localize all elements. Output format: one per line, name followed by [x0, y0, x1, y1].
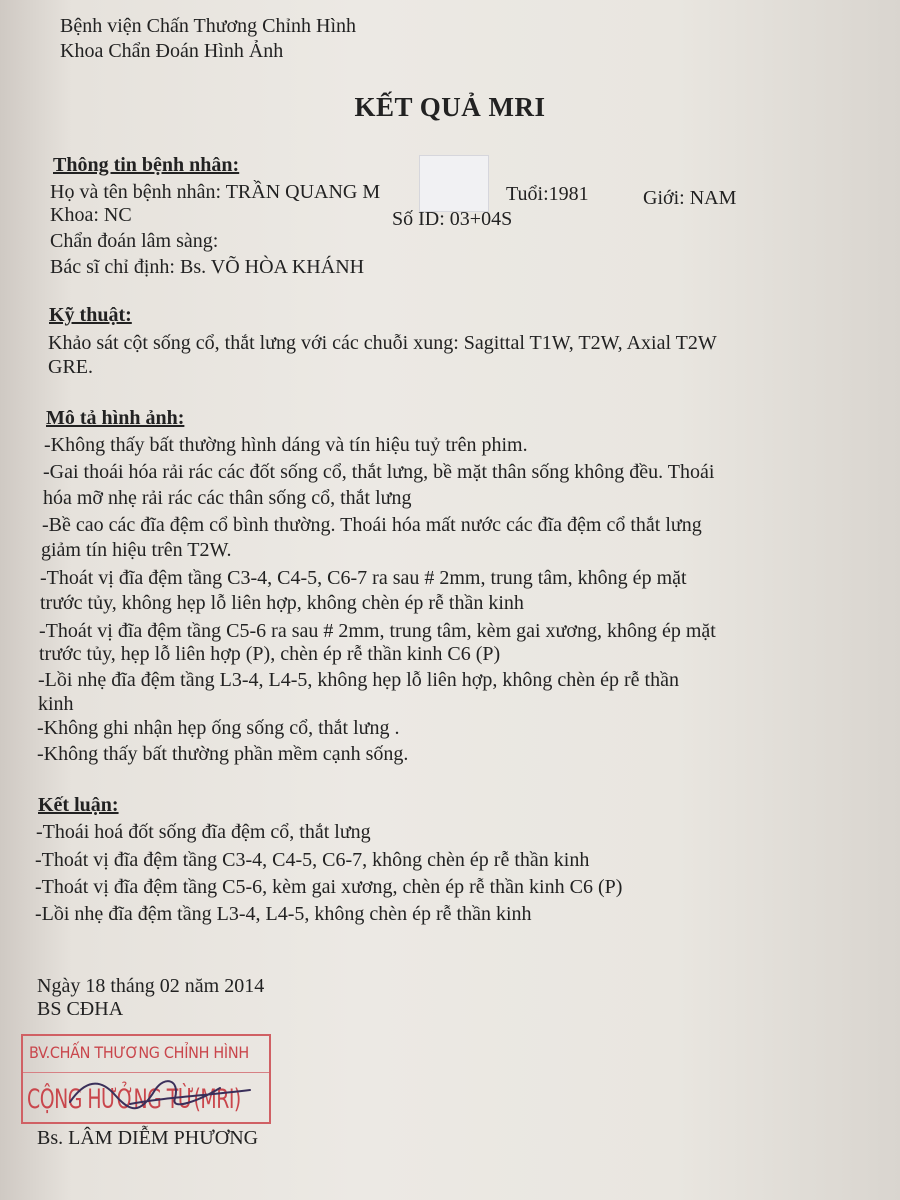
- physician-role: BS CĐHA: [37, 998, 124, 1020]
- description-heading: Mô tả hình ảnh:: [46, 407, 185, 429]
- conclusion-line: -Thoát vị đĩa đệm tầng C5-6, kèm gai xương, chèn ép rễ thần kinh C6 (P): [35, 876, 623, 898]
- description-line: -Bề cao các đĩa đệm cổ bình thường. Thoái hóa mất nước các đĩa đệm cổ thắt lưng: [42, 514, 702, 536]
- patient-dept: [50, 203, 132, 227]
- conclusion-line: -Lồi nhẹ đĩa đệm tầng L3-4, L4-5, không chèn ép rễ thần kinh: [35, 903, 532, 925]
- description-line: trước tủy, hẹp lỗ liên hợp (P), chèn ép rễ thần kinh C6 (P): [39, 643, 501, 665]
- conclusion-line: -Thoái hoá đốt sống đĩa đệm cổ, thắt lưng: [36, 821, 371, 843]
- description-line: giảm tín hiệu trên T2W.: [41, 539, 232, 561]
- description-line: -Không ghi nhận hẹp ống sống cổ, thắt lưng .: [37, 717, 400, 739]
- description-line: -Gai thoái hóa rải rác các đốt sống cổ, thắt lưng, bề mặt thân sống không đều. Thoái: [43, 461, 715, 483]
- conclusion-line: -Thoát vị đĩa đệm tầng C3-4, C4-5, C6-7, không chèn ép rễ thần kinh: [35, 849, 590, 871]
- report-title: KẾT QUẢ MRI: [354, 92, 546, 122]
- description-line: hóa mỡ nhẹ rải rác các thân sống cổ, thắt lưng: [43, 487, 412, 509]
- technique-heading: Kỹ thuật:: [49, 304, 132, 326]
- report-date: Ngày 18 tháng 02 năm 2014: [37, 975, 265, 997]
- age-label: Tuổi:: [506, 183, 549, 205]
- description-line: -Không thấy bất thường hình dáng và tín hiệu tuỷ trên phim.: [44, 434, 528, 456]
- description-line: -Không thấy bất thường phần mềm cạnh sống.: [37, 743, 409, 765]
- signature-scribble: [60, 1060, 260, 1120]
- dept-label: Khoa:: [50, 204, 99, 226]
- id-label: Số ID:: [392, 208, 445, 230]
- sex-value: NAM: [689, 187, 737, 209]
- department-name: Khoa Chẩn Đoán Hình Ảnh: [60, 40, 284, 62]
- description-line: -Thoát vị đĩa đệm tầng C3-4, C4-5, C6-7 ra sau # 2mm, trung tâm, không ép mặt: [40, 567, 687, 589]
- patient-sex: [643, 186, 736, 210]
- technique-line: GRE.: [48, 356, 93, 378]
- clinical-diagnosis: Chẩn đoán lâm sàng:: [50, 230, 219, 252]
- patient-age: [506, 182, 589, 206]
- redaction-box: [419, 155, 489, 212]
- patient-info-heading: Thông tin bệnh nhân:: [53, 154, 240, 176]
- signer-name: Bs. LÂM DIỄM PHƯƠNG: [37, 1127, 259, 1149]
- patient-name-row: [50, 180, 380, 204]
- id-value: 03+04S: [449, 208, 513, 230]
- description-line: -Lồi nhẹ đĩa đệm tầng L3-4, L4-5, không hẹp lỗ liên hợp, không chèn ép rễ thần: [38, 669, 679, 691]
- stamp-line-1: BV.CHẤN THƯƠNG CHỈNH HÌNH: [29, 1043, 249, 1062]
- technique-line: Khảo sát cột sống cổ, thắt lưng với các chuỗi xung: Sagittal T1W, T2W, Axial T2W: [48, 332, 717, 354]
- patient-name-value: TRẦN QUANG M: [225, 181, 381, 203]
- description-line: trước tủy, không hẹp lỗ liên hợp, không chèn ép rễ thần kinh: [40, 592, 524, 614]
- conclusion-heading: Kết luận:: [38, 794, 119, 816]
- dept-value: NC: [103, 204, 132, 226]
- sex-label: Giới:: [643, 187, 685, 209]
- description-line: kinh: [38, 693, 74, 715]
- age-value: 1981: [548, 183, 589, 205]
- description-line: -Thoát vị đĩa đệm tầng C5-6 ra sau # 2mm, trung tâm, kèm gai xương, không ép mặt: [39, 620, 716, 642]
- stamp-line-2: CỘNG HƯỞNG TỪ(MRI): [27, 1084, 241, 1114]
- doctor-value: Bs. VÕ HÒA KHÁNH: [179, 256, 365, 278]
- hospital-name: Bệnh viện Chấn Thương Chỉnh Hình: [60, 15, 357, 37]
- ordering-doctor: [50, 255, 364, 279]
- patient-id: [392, 207, 512, 231]
- patient-name-label: Họ và tên bệnh nhân:: [50, 181, 222, 203]
- doctor-label: Bác sĩ chỉ định:: [50, 256, 175, 278]
